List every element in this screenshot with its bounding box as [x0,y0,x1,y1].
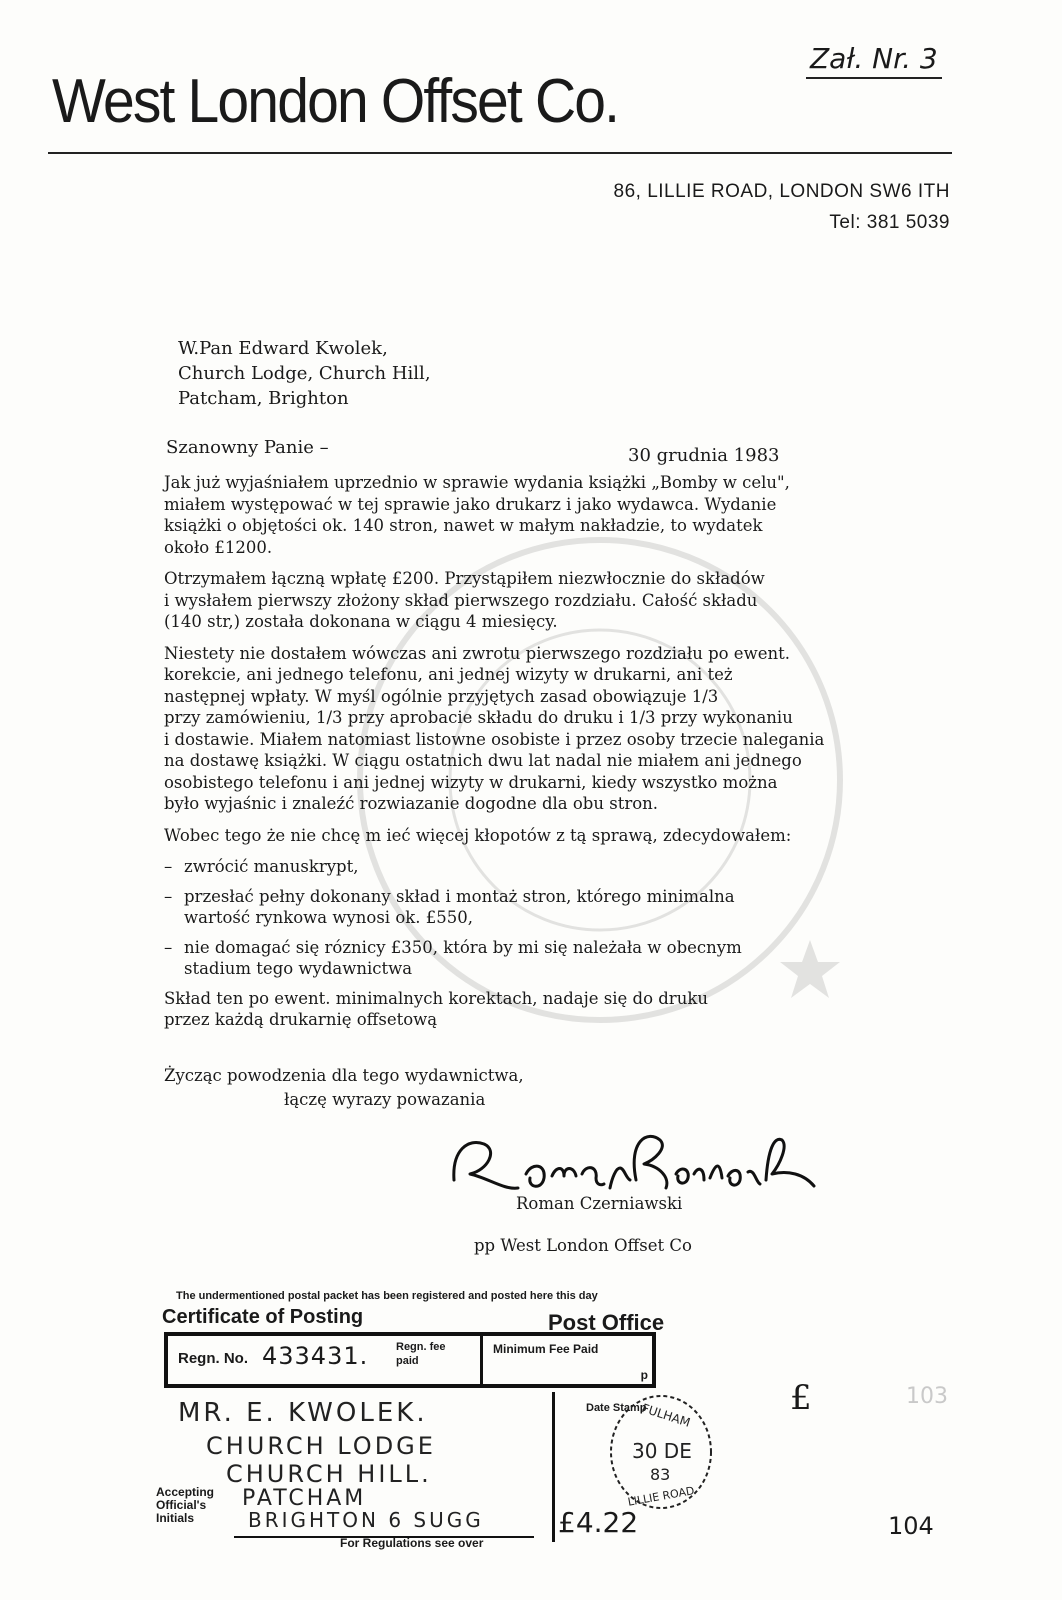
text-line: Otrzymałem łączną wpłatę £200. Przystąpiłem niezwłocznie do składów [164,569,765,588]
text-line: (140 str,) została dokonana w ciągu 4 miesięcy. [164,612,558,631]
list-item [164,856,904,878]
list-dash: – [164,857,173,876]
text-line: wartość rynkowa wynosi ok. £550, [184,908,473,927]
margin-pound-mark: £ [790,1378,812,1418]
text-line: stadium tego wydawnictwa [184,959,413,978]
text-line: około £1200. [164,537,273,557]
text-line: przez każdą drukarnię offsetową [164,1010,438,1029]
stamp-top-text: FULHAM [640,1401,692,1430]
handwritten-address-line: CHURCH LODGE [206,1432,436,1460]
paragraph-5 [164,988,904,1031]
faint-archive-number: 103 [906,1384,948,1409]
regn-number: 433431. [262,1342,369,1370]
list-item [164,886,904,929]
stamp-day-text: 30 DE [632,1439,692,1463]
text-line: Wobec tego że nie chcę m ieć więcej kłopotów z tą sprawą, zdecydowałem: [164,825,792,845]
handwritten-address-line: MR. E. KWOLEK. [178,1398,428,1428]
closing [164,1064,524,1112]
paragraph-2 [164,568,904,633]
signer-company: pp West London Offset Co [474,1236,692,1255]
text-line: miałem występować w tej sprawie jako drukarz i jako wydawca. Wydanie [164,494,777,514]
letter-date: 30 grudnia 1983 [628,445,780,466]
regulations-note: For Regulations see over [340,1536,484,1550]
pence-symbol: p [640,1368,648,1382]
signer-name: Roman Czerniawski [516,1194,683,1213]
text-line: nie domagać się róznicy £350, która by mi się należała w obecnym [184,937,742,957]
text-line: przesłać pełny dokonany skład i montaż stron, którego minimalna [184,886,735,906]
text-line: Jak już wyjaśniałem uprzednio w sprawie wydania książki „Bomby w celu", [164,473,790,492]
text-line: przy zamówieniu, 1/3 przy aprobacie składu do druku i 1/3 przy wykonaniu [164,708,793,727]
handwritten-address-line: PATCHAM [242,1486,367,1511]
address-line: 86, LILLIE ROAD, LONDON SW6 ITH [613,181,950,202]
post-office-label: Post Office [548,1310,665,1335]
regn-fee-label: Regn. fee paid [396,1341,446,1367]
text-line: Skład ten po ewent. minimalnych korektach, nadaje się do druku [164,988,708,1008]
text-line: na dostawę książki. W ciągu ostatnich dwu lat nadal nie miałem ani jednego [164,751,802,770]
certificate-divider [552,1392,555,1542]
text-line: było wyjaśnic i znaleźć rozwiazanie dogodne dla obu stron. [164,794,659,813]
closing-line: Życząc powodzenia dla tego wydawnictwa, [164,1066,524,1085]
company-name: West London Offset Co. [52,67,619,136]
text-line: książki o objętości ok. 140 stron, nawet w małym nakładzie, to wydatek [164,516,763,535]
handwritten-address-line: CHURCH HILL. [226,1460,432,1488]
text-line: osobistego telefonu i ani jednej wizyty w drukarni, kiedy wszystko można [164,772,778,792]
list-item [164,937,904,980]
handwritten-address-line: BRIGHTON 6 SUGG [248,1508,484,1532]
recipient-block [178,336,431,411]
letter-body [164,472,904,1041]
certificate-note: The undermentioned postal packet has been registered and posted here this day [176,1290,598,1302]
text-line: i wysłałem pierwszy złożony skład pierwszego rozdziału. Całość składu [164,590,758,610]
fee-amount: £4.22 [558,1506,639,1539]
text-line: zwrócić manuskrypt, [184,857,359,876]
handwritten-signature [448,1130,828,1200]
text-line: i dostawie. Miałem natomiast listowne osobiste i przez osoby trzecie nalegania [164,729,825,749]
recipient-line: W.Pan Edward Kwolek, [178,338,388,359]
phone-line: Tel: 381 5039 [829,212,950,233]
paragraph-4 [164,825,904,847]
registration-box [164,1332,656,1388]
min-fee-label: Minimum Fee Paid [493,1342,599,1356]
date-stamp-label: Date Stamp [586,1402,647,1414]
archive-page-number: 104 [888,1512,934,1540]
company-address [614,176,950,238]
recipient-line: Church Lodge, Church Hill, [178,363,431,384]
paragraph-3 [164,643,904,815]
accepting-official-label: Accepting Official's Initials [156,1485,215,1525]
minimum-fee-box [480,1336,652,1384]
attachment-number-note: Zał. Nr. 3 [806,42,942,79]
text-line: następnej wpłaty. W myśl ogólnie przyjętych zasad obowiązuje 1/3 [164,686,719,706]
text-line: Niestety nie dostałem wówczas ani zwrotu pierwszego rozdziału po ewent. [164,643,790,663]
letterhead-rule [48,152,952,154]
stamp-year-text: 83 [650,1465,671,1484]
decision-list [164,856,904,980]
salutation: Szanowny Panie – [166,437,329,458]
paragraph-1 [164,472,904,558]
recipient-line: Patcham, Brighton [178,388,349,409]
closing-line: łączę wyrazy powazania [284,1090,486,1109]
postmark-stamp [606,1392,716,1512]
stamp-bottom-text: LILLIE ROAD [626,1484,696,1509]
list-dash: – [164,886,173,906]
text-line: korekcie, ani jednego telefonu, ani jednej wizyty w drukarni, ani też [164,665,733,684]
list-dash: – [164,937,173,957]
regn-label: Regn. No. [178,1350,248,1367]
certificate-title: Certificate of Posting [162,1306,364,1328]
